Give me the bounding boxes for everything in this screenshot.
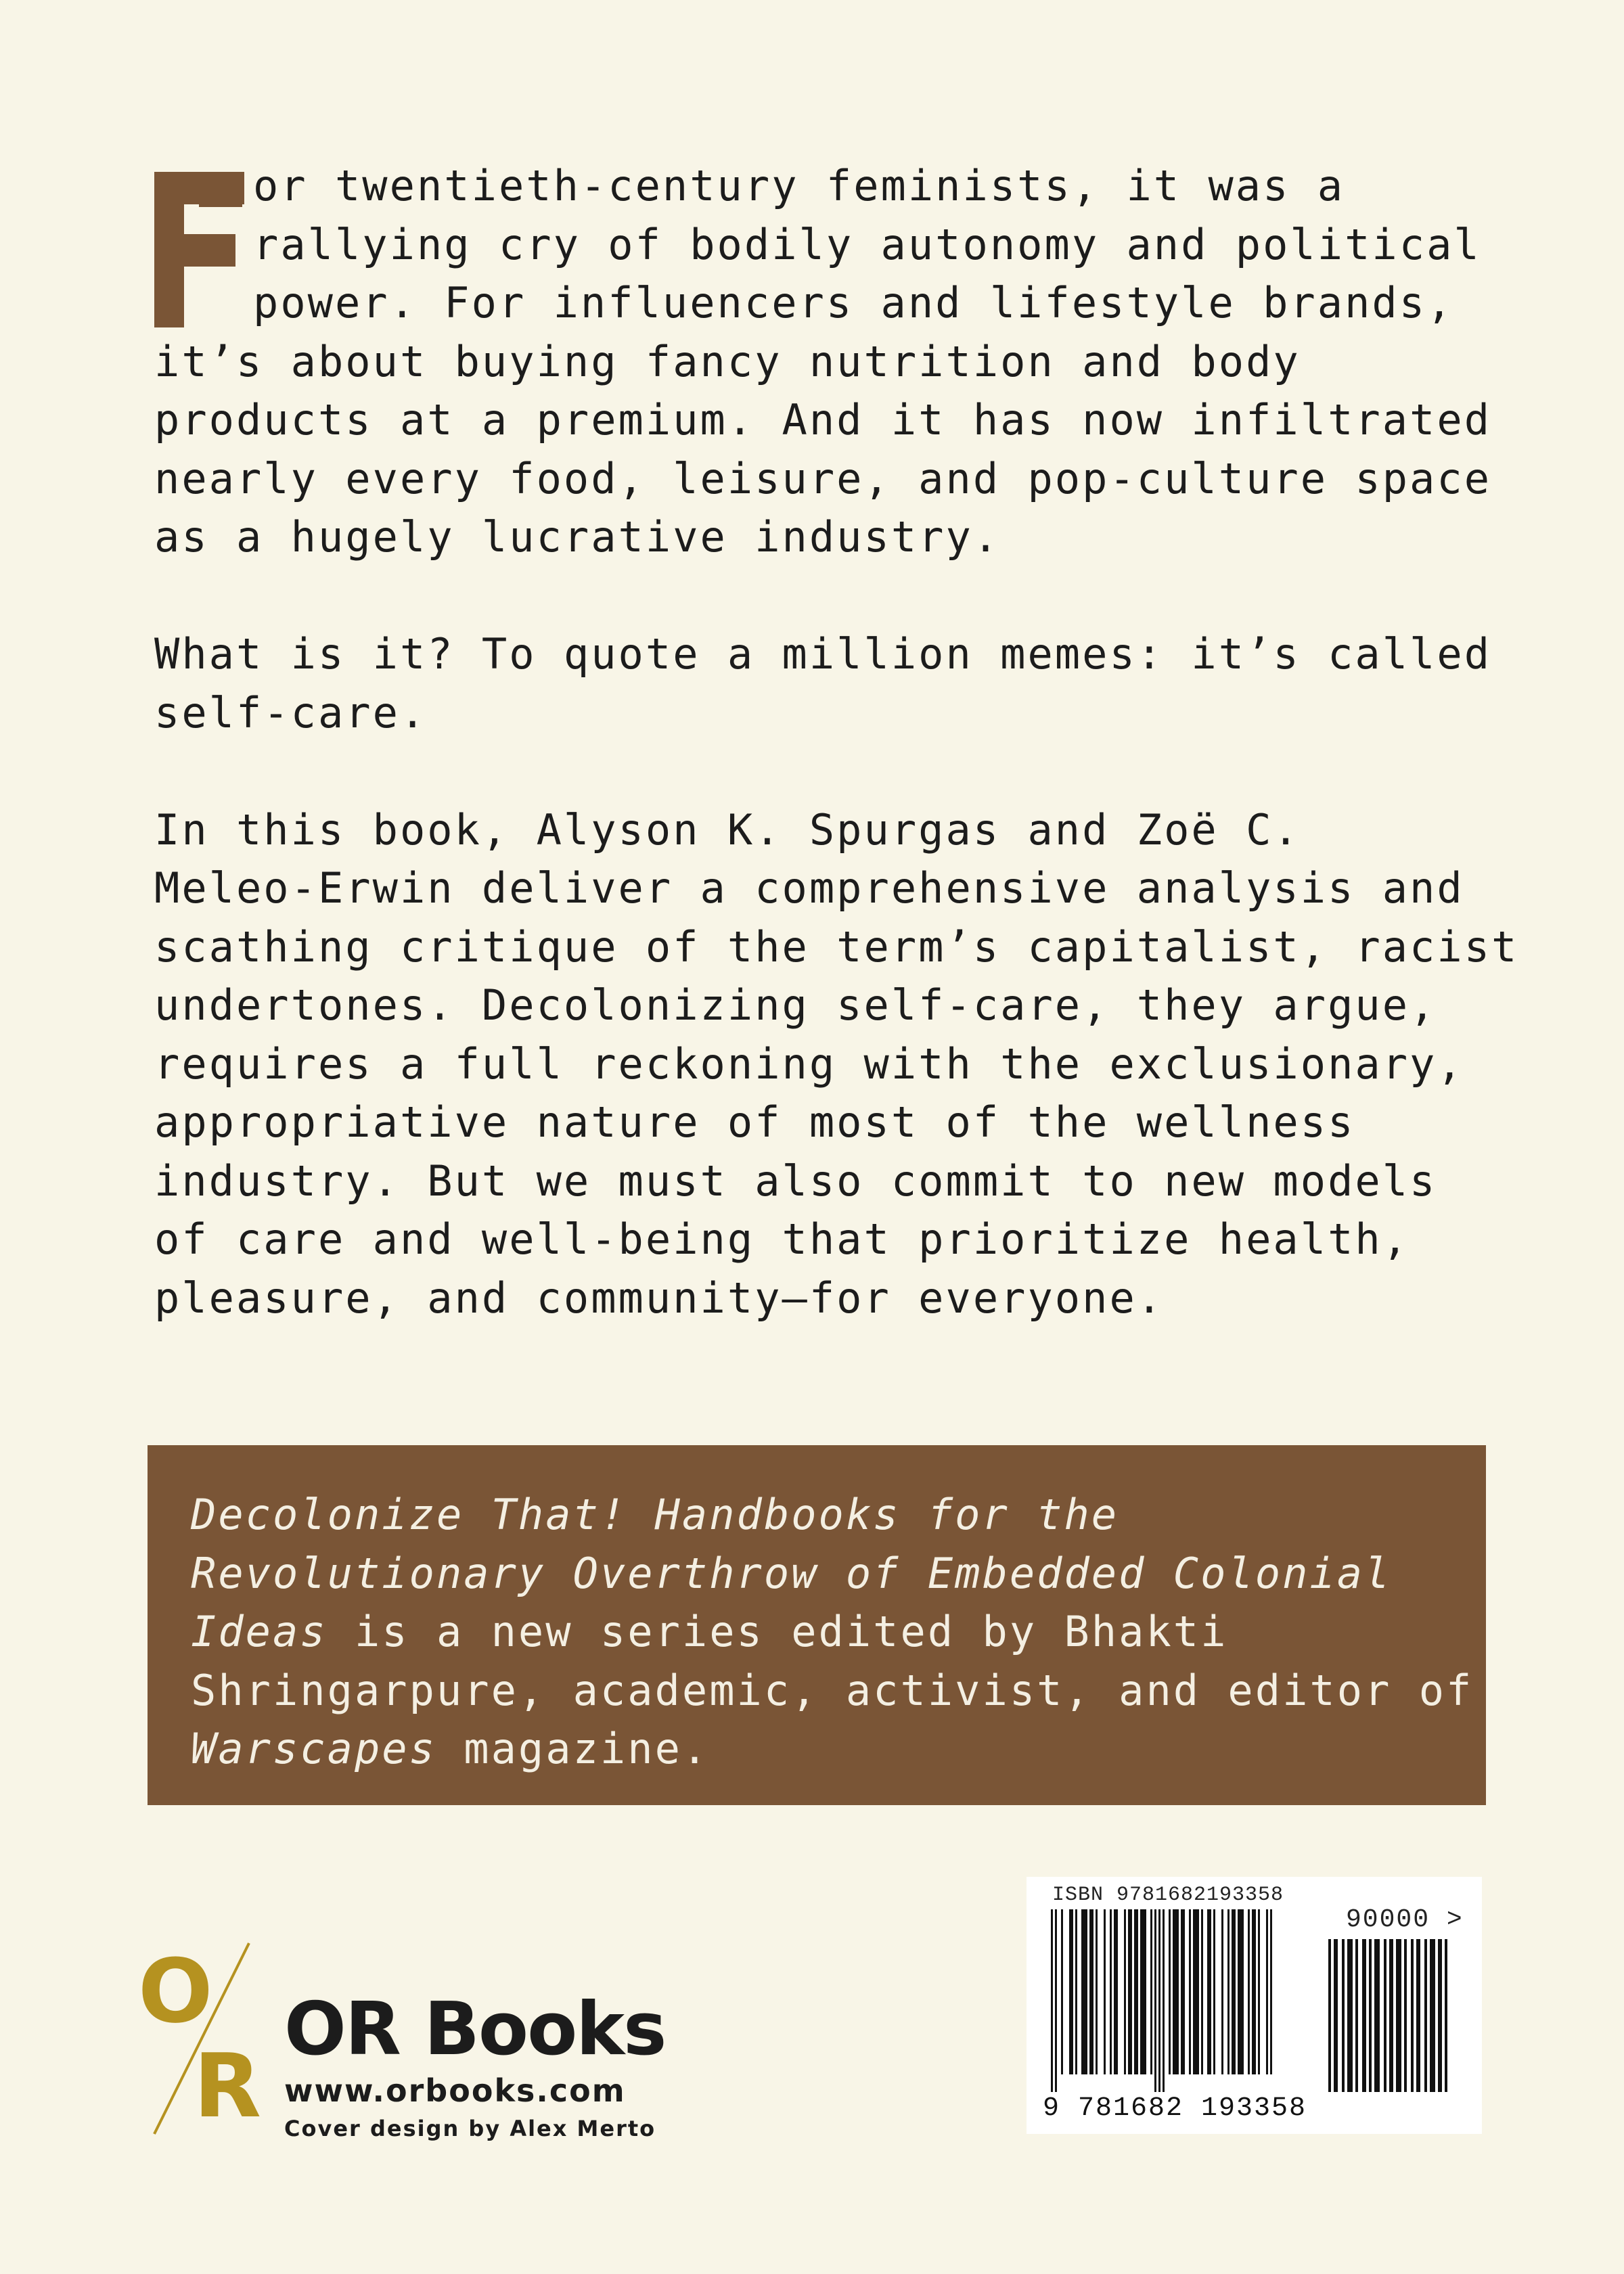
barcode-bar	[1227, 1909, 1230, 2074]
series-line	[191, 1486, 1486, 1545]
dropcap-f-icon	[154, 172, 244, 327]
blurb-line: Meleo-Erwin deliver a comprehensive analysis and	[154, 863, 1464, 913]
isbn-label: ISBN 9781682193358	[1052, 1884, 1284, 1907]
barcode-bar	[1173, 1909, 1179, 2074]
barcode-bar	[1355, 1939, 1358, 2092]
barcode-bar	[1384, 1939, 1386, 2092]
blurb-line: of care and well-being that prioritize health,	[154, 1214, 1410, 1264]
barcode-bar	[1154, 1909, 1156, 2092]
barcode-bar	[1374, 1939, 1380, 2092]
price-code: 90000 >	[1346, 1905, 1464, 1934]
barcode-bar	[1104, 1909, 1106, 2074]
barcode-bar	[1201, 1909, 1203, 2074]
barcode-bar	[1207, 1909, 1211, 2074]
barcode-bar	[1150, 1909, 1152, 2074]
barcode-bar	[1110, 1909, 1112, 2074]
series-line	[191, 1545, 1486, 1604]
barcode-bar	[1270, 1909, 1272, 2074]
barcode-bar	[1430, 1939, 1435, 2092]
barcode-bar	[1248, 1909, 1250, 2074]
blurb-line: undertones. Decolonizing self-care, they argue,	[154, 980, 1437, 1030]
barcode-bar	[1328, 1939, 1331, 2092]
series-line: Shringarpure, academic, activist, and editor of	[191, 1665, 1474, 1715]
barcode-bar	[1189, 1909, 1191, 2074]
blurb-line: pleasure, and community—for everyone.	[154, 1273, 1165, 1323]
barcode-bar	[1193, 1909, 1199, 2074]
blurb-paragraph-1	[154, 157, 1508, 567]
blurb-line: products at a premium. And it has now infiltrated	[154, 395, 1492, 445]
barcode-bar	[1114, 1909, 1118, 2074]
barcode-bars-icon	[1051, 1909, 1315, 2092]
cover-design-credit: Cover design by Alex Merto	[284, 2116, 656, 2141]
barcode-bar	[1089, 1909, 1093, 2074]
barcode-bar	[1055, 1909, 1057, 2092]
blurb-line: it’s about buying fancy nutrition and body	[154, 336, 1301, 386]
blurb-line: nearly every food, leisure, and pop-culture space	[154, 453, 1492, 503]
barcode-bar	[1238, 1909, 1244, 2074]
barcode-bar	[1061, 1909, 1063, 2074]
magazine-title: Warscapes	[191, 1724, 436, 1773]
series-text: magazine.	[436, 1724, 710, 1773]
series-text: is a new series edited by Bhakti	[327, 1607, 1228, 1656]
logo-letter-o: O	[138, 1940, 213, 2043]
barcode-bar	[1232, 1909, 1236, 2074]
barcode-bar	[1445, 1939, 1447, 2092]
barcode-bar	[1396, 1939, 1401, 2092]
series-line	[191, 1720, 1486, 1779]
barcode-bar	[1347, 1939, 1353, 2092]
barcode-bar	[1362, 1939, 1366, 2092]
blurb-line: What is it? To quote a million memes: it’s called	[154, 629, 1492, 679]
publisher-url: www.orbooks.com	[284, 2072, 626, 2109]
series-description-box	[148, 1445, 1486, 1805]
blurb-line: appropriative nature of most of the wellness	[154, 1097, 1355, 1147]
barcode-bar	[1252, 1909, 1256, 2074]
barcode-bar	[1181, 1909, 1185, 2074]
barcode-bar	[1416, 1939, 1420, 2092]
series-title-part: Decolonize That! Handbooks for the	[191, 1490, 1119, 1539]
barcode-bar	[1334, 1939, 1338, 2092]
blurb-line: power. For influencers and lifestyle brands,	[253, 278, 1454, 327]
barcode-bar	[1158, 1909, 1160, 2092]
isbn-digits: 9 781682 193358	[1043, 2093, 1307, 2124]
blurb-line: or twentieth-century feminists, it was a	[253, 161, 1345, 210]
barcode-bar	[1221, 1909, 1223, 2074]
barcode-addon-bars-icon	[1328, 1939, 1457, 2092]
barcode-bar	[1169, 1909, 1171, 2074]
barcode-bar	[1438, 1939, 1442, 2092]
barcode-bar	[1258, 1909, 1260, 2074]
barcode-bar	[1411, 1939, 1414, 2092]
blurb-line: industry. But we must also commit to new models	[154, 1156, 1437, 1206]
blurb-paragraph-2	[154, 625, 1508, 742]
blurb-line: self-care.	[154, 687, 428, 737]
blurb-line: requires a full reckoning with the exclusionary,	[154, 1039, 1464, 1089]
barcode-bar	[1096, 1909, 1098, 2074]
barcode-bar	[1266, 1909, 1268, 2074]
barcode-bar	[1128, 1909, 1132, 2074]
logo-letter-r: R	[194, 2034, 262, 2137]
barcode-bar	[1369, 1939, 1372, 2092]
back-cover-blurb	[154, 157, 1519, 1327]
barcode-bar	[1134, 1909, 1138, 2074]
barcode-bar	[1069, 1909, 1073, 2074]
isbn-barcode	[1027, 1877, 1482, 2134]
barcode-bar	[1140, 1909, 1146, 2074]
barcode-bar	[1163, 1909, 1165, 2092]
barcode-bar	[1124, 1909, 1126, 2074]
blurb-line: In this book, Alyson K. Spurgas and Zoë C.	[154, 804, 1301, 855]
barcode-bar	[1404, 1939, 1407, 2092]
publisher-name: OR Books	[284, 1987, 666, 2072]
blurb-paragraph-3	[154, 801, 1519, 1328]
blurb-line: scathing critique of the term’s capitalist, racist	[154, 922, 1519, 972]
barcode-bar	[1213, 1909, 1215, 2074]
blurb-line: rallying cry of bodily autonomy and political	[253, 219, 1481, 269]
barcode-bar	[1424, 1939, 1427, 2092]
series-line	[191, 1603, 1486, 1662]
barcode-bar	[1342, 1939, 1345, 2092]
blurb-line: as a hugely lucrative industry.	[154, 512, 1001, 562]
barcode-bar	[1389, 1939, 1393, 2092]
series-title-part: Revolutionary Overthrow of Embedded Colonial	[191, 1548, 1392, 1598]
barcode-bar	[1081, 1909, 1087, 2074]
barcode-bar	[1051, 1909, 1053, 2092]
barcode-bar	[1075, 1909, 1077, 2074]
series-title-part: Ideas	[191, 1607, 328, 1656]
publisher-info	[284, 1989, 665, 2146]
